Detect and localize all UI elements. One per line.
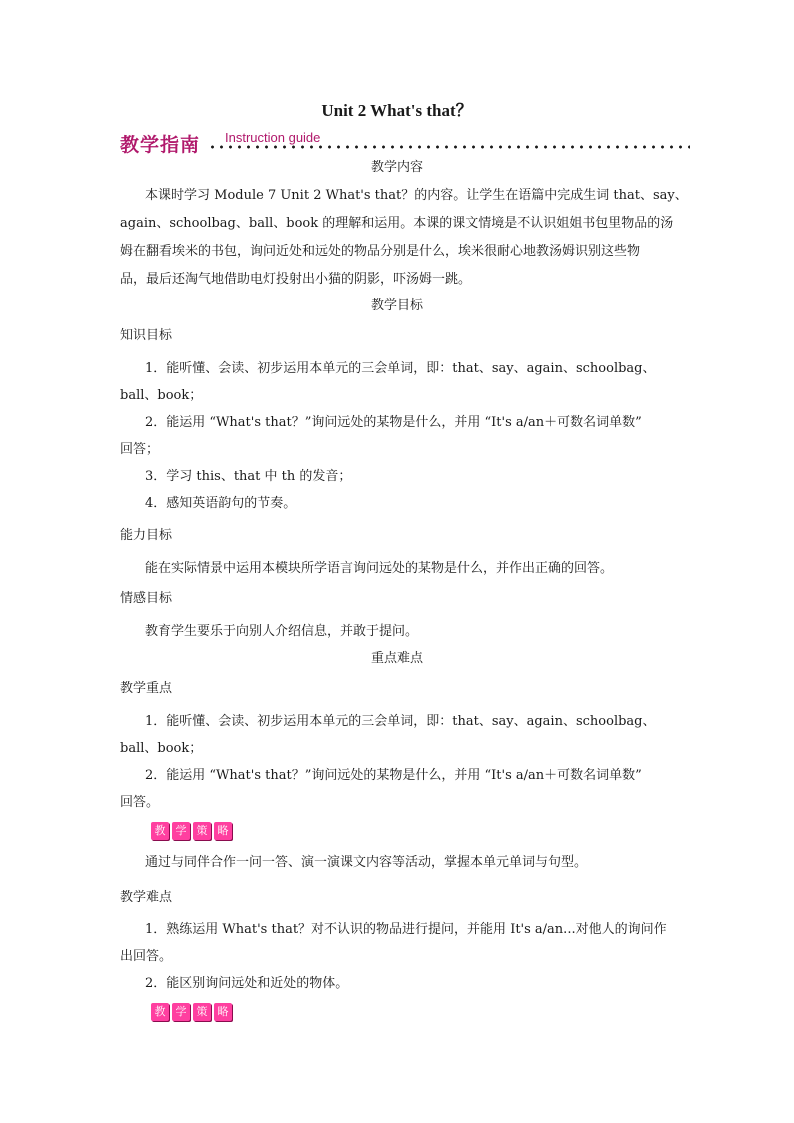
knowledge-line: 3．学习 this、that 中 th 的发音； — [145, 469, 352, 484]
content-line: 姆在翻看埃米的书包，询问近处和远处的物品分别是什么，埃米很耐心地教汤姆识别这些物 — [120, 244, 641, 259]
strategy-badge-char: 学 — [172, 1003, 190, 1021]
emotion-line: 教育学生要乐于向别人介绍信息，并敢于提问。 — [145, 624, 419, 639]
emotion-heading: 情感目标 — [120, 591, 173, 606]
content-heading: 教学内容 — [370, 160, 423, 175]
focus-line: 2．能运用 “What's that？”询问远处的某物是什么，并用 “It's a/an＋可数名词单数” — [145, 768, 642, 783]
strategy-badge-char: 略 — [214, 822, 232, 840]
content-line: again、schoolbag、ball、book 的理解和运用。本课的课文情境是不认识姐姐书包里物品的汤 — [120, 216, 674, 231]
focus-line: ball、book； — [120, 741, 203, 756]
focus-line: 回答。 — [120, 795, 160, 810]
strategy-badge-char: 学 — [172, 822, 190, 840]
strategy-badge-char: 教 — [151, 822, 169, 840]
strategy-badge-char: 策 — [193, 1003, 211, 1021]
dotted-leader — [208, 145, 690, 149]
difficulty-line: 1．熟练运用 What's that？对不认识的物品进行提问，并能用 It's a/an...对他人的询问作 — [145, 922, 667, 937]
content-line: 本课时学习 Module 7 Unit 2 What's that？的内容。让学生在语篇中完成生词 that、say、 — [145, 188, 688, 203]
goals-heading: 教学目标 — [370, 298, 423, 313]
knowledge-line: 回答； — [120, 442, 160, 457]
content-line: 品，最后还淘气地借助电灯投射出小猫的阴影，吓汤姆一跳。 — [120, 272, 472, 287]
instruction-guide-header — [120, 130, 690, 154]
knowledge-line: 4．感知英语韵句的节奏。 — [145, 496, 297, 511]
difficulty-line: 出回答。 — [120, 949, 173, 964]
guide-title-en: Instruction guide — [225, 130, 321, 145]
difficulty-heading: 教学难点 — [120, 890, 173, 905]
page-title: Unit 2 What's that？ — [321, 101, 473, 120]
strategy-badge-char: 策 — [193, 822, 211, 840]
keypoints-heading: 重点难点 — [370, 651, 423, 666]
guide-title-cn: 教学指南 — [120, 134, 201, 156]
knowledge-line: 1．能听懂、会读、初步运用本单元的三会单词，即：that、say、again、schoolbag、 — [145, 361, 656, 376]
focus-line: 1．能听懂、会读、初步运用本单元的三会单词，即：that、say、again、schoolbag、 — [145, 714, 656, 729]
strategy-line: 通过与同伴合作一问一答、演一演课文内容等活动，掌握本单元单词与句型。 — [145, 855, 588, 870]
knowledge-heading: 知识目标 — [120, 328, 173, 343]
strategy-badge — [151, 1003, 235, 1021]
strategy-badge — [151, 822, 235, 840]
knowledge-line: ball、book； — [120, 388, 203, 403]
ability-line: 能在实际情景中运用本模块所学语言询问远处的某物是什么，并作出正确的回答。 — [145, 561, 614, 576]
strategy-badge-char: 略 — [214, 1003, 232, 1021]
strategy-badge-char: 教 — [151, 1003, 169, 1021]
ability-heading: 能力目标 — [120, 528, 173, 543]
knowledge-line: 2．能运用 “What's that？”询问远处的某物是什么，并用 “It's a/an＋可数名词单数” — [145, 415, 642, 430]
difficulty-line: 2．能区别询问远处和近处的物体。 — [145, 976, 349, 991]
focus-heading: 教学重点 — [120, 681, 173, 696]
